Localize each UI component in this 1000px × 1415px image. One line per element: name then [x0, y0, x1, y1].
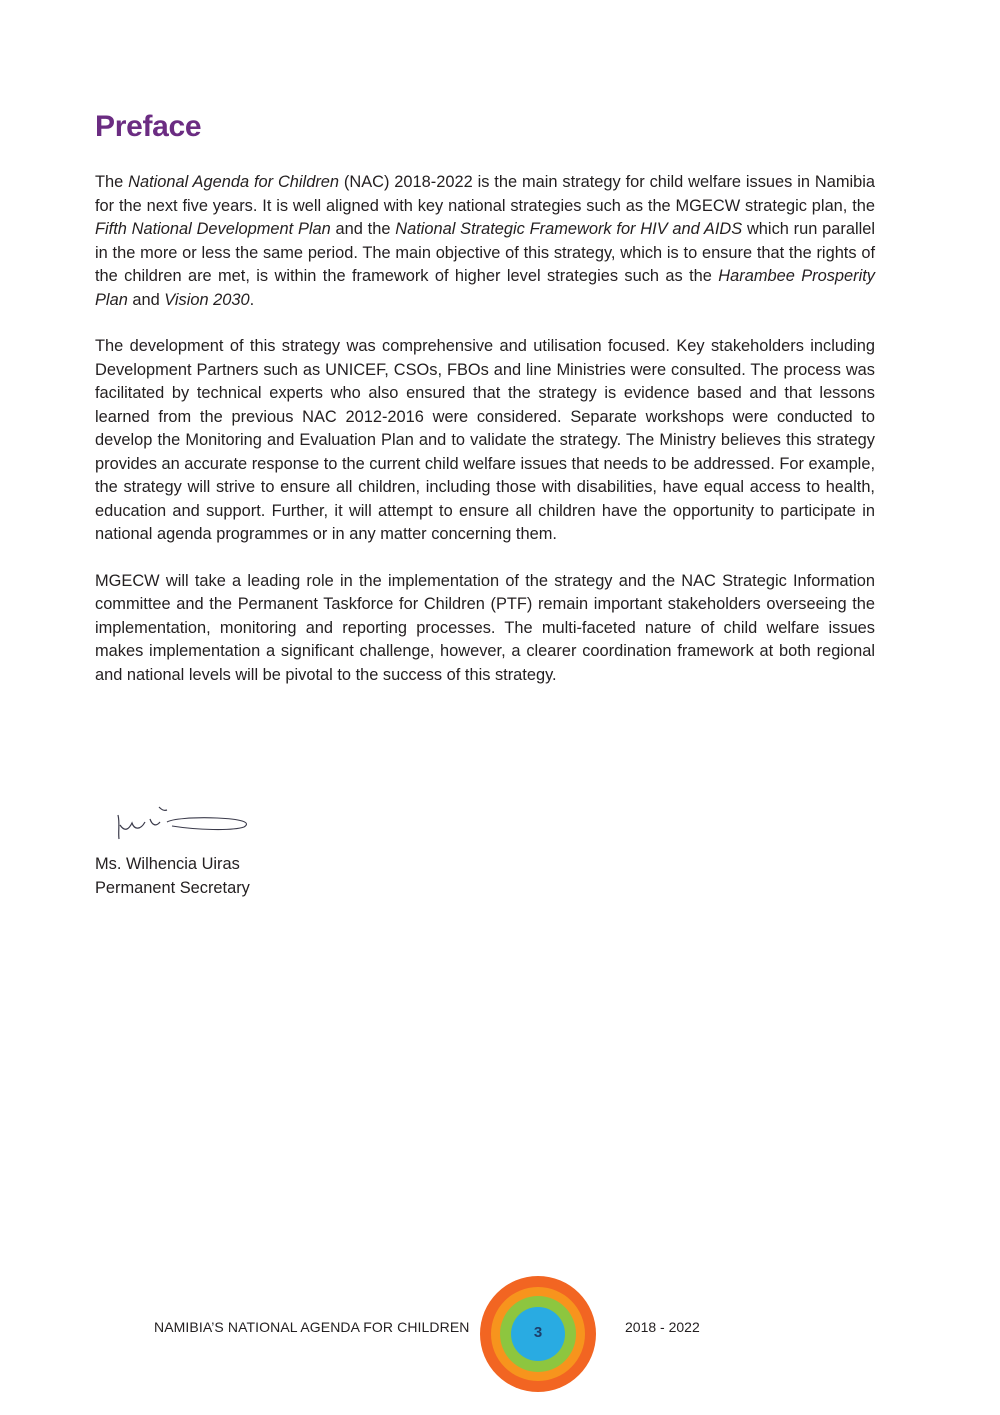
paragraph-text: MGECW will take a leading role in the implementation of the strategy and the NAC Strategic Information committee and the Permanent Taskforce for Children (PTF) remain important stakeholders overseeing the implementation, monitoring and reporting processes. The multi-faceted nature of child welfare issues makes implementation a significant challenge, however, a clearer coordination framework at both regional and national levels will be pivotal to the success of this strategy.	[95, 571, 875, 684]
footer-publication-title: NAMIBIA’S NATIONAL AGENDA FOR CHILDREN	[154, 1319, 470, 1335]
italic-title-text: Fifth National Development Plan	[95, 220, 331, 238]
signatory-name: Ms. Wilhencia Uiras	[95, 855, 240, 873]
paragraph-2	[95, 335, 875, 547]
signatory-position: Permanent Secretary	[95, 879, 250, 897]
paragraph-text: .	[249, 290, 255, 309]
page-number: 3	[533, 1324, 543, 1341]
italic-title-text: Vision 2030	[164, 290, 250, 309]
signature-block	[95, 852, 250, 900]
paragraph-text: The development of this strategy was comprehensive and utilisation focused. Key stakeholders including Development Partners such as UNICEF, CSOs, FBOs and line Ministries were consulted. The process was facilitated by technical experts who also ensured that the strategy is evidence based and that lessons learned from the previous NAC 2012-2016 were considered. Separate workshops were conducted to develop the Monitoring and Evaluation Plan and to validate the strategy. The Ministry believes this strategy provides an accurate response to the current child welfare issues that needs to be addressed. For example, the strategy will strive to ensure all children, including those with disabilities, have equal access to health, education and support. Further, it will attempt to ensure all children have the opportunity to participate in national agenda programmes or in any matter concerning them.	[95, 337, 875, 543]
paragraph-text: and the	[330, 220, 396, 238]
paragraph-text: (NAC) 2018-2022 is the main strategy for child welfare issues in Namibia for the next five years. It is well aligned with key national strategies such as the MGECW strategic plan, the	[95, 173, 876, 215]
paragraph-text: which run parallel in the more or less the same period. The main objective of this strategy, which is to ensure that the rights of the children are met, is within the framework of higher level strategies such as the	[95, 220, 875, 285]
paragraph-text: and	[127, 290, 165, 309]
signature-image	[112, 795, 262, 845]
paragraph-1	[95, 171, 875, 312]
paragraph-3	[95, 570, 875, 688]
paragraph-text: The	[95, 173, 129, 191]
page-title: Preface	[95, 110, 202, 143]
preface-body	[95, 171, 875, 710]
italic-title-text: National Strategic Framework for HIV and AIDS	[395, 220, 743, 238]
italic-title-text: National Agenda for Children	[128, 173, 340, 191]
italic-title-text: Harambee Prosperity Plan	[95, 267, 875, 309]
footer-years: 2018 - 2022	[625, 1319, 700, 1335]
